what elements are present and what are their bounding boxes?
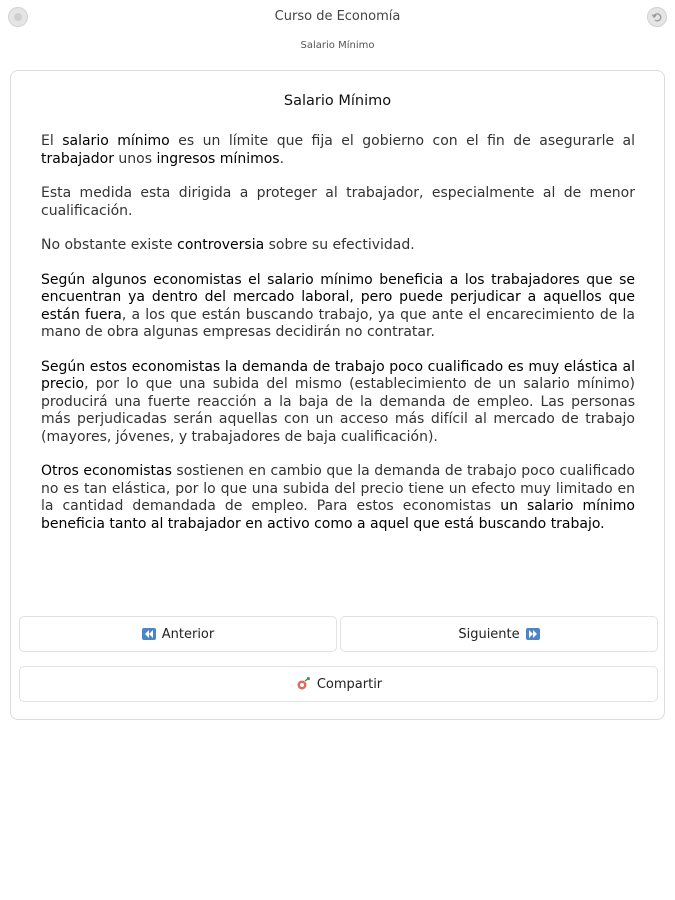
highlighted-text: Según estos economistas la demanda de trabajo poco cualificado es muy elástica al precio xyxy=(41,358,635,392)
next-button[interactable] xyxy=(340,616,658,652)
paragraph-text: El xyxy=(41,133,63,149)
lesson-paragraph xyxy=(41,133,635,168)
lesson-card xyxy=(10,70,665,720)
paragraph-text: , por lo que una subida del mismo (establecimiento de un salario mínimo) producirá una fuerte reacción a la baja de la demanda de empleo. Las personas más perjudicadas serán aquellas con un acceso más difícil al mercado de trabajo (mayores, jóvenes, y trabajadores de baja cualificación). xyxy=(41,376,635,445)
paragraph-text: sostienen en cambio que la demanda de trabajo poco cualificado no es tan elástica, por lo que una subida del precio tiene un efecto muy limitado en la cantidad demandada de empleo. Para estos economistas xyxy=(41,463,635,514)
fast-forward-icon xyxy=(526,628,540,640)
rewind-icon xyxy=(142,628,156,640)
highlighted-text: salario mínimo xyxy=(62,133,170,149)
lesson-content xyxy=(41,133,635,550)
paragraph-text: , a los que están buscando trabajo, ya que ante el encarecimiento de la mano de obra algunas empresas decidirán no contratar. xyxy=(41,306,635,340)
lesson-paragraph xyxy=(41,237,635,255)
highlighted-text: Otros economistas xyxy=(41,463,172,479)
lesson-paragraph xyxy=(41,185,635,220)
app-title: Curso de Economía xyxy=(274,9,401,24)
paragraph-text: unos xyxy=(113,150,157,167)
lesson-paragraph xyxy=(41,463,635,533)
paragraph-text: sobre su efectividad. xyxy=(264,237,415,253)
highlighted-text: controversia xyxy=(177,237,265,253)
lesson-paragraph xyxy=(41,359,635,447)
highlighted-text: ingresos mínimos xyxy=(156,150,280,167)
highlighted-text: Según algunos economistas el salario mínimo beneficia a los trabajadores que se encuentran ya dentro del mercado laboral, pero puede perjudicar a aquellos que están fuera xyxy=(41,271,635,323)
highlighted-text: un salario mínimo beneficia tanto al trabajador en activo como a aquel que está buscando trabajo. xyxy=(41,498,635,532)
next-label: Siguiente xyxy=(458,626,520,642)
lesson-paragraph xyxy=(41,272,635,342)
top-bar xyxy=(0,0,675,62)
back-icon xyxy=(651,8,663,27)
paragraph-text: No obstante existe xyxy=(41,237,178,253)
back-button[interactable] xyxy=(647,7,667,27)
lesson-title: Salario Mínimo xyxy=(283,93,392,109)
share-button[interactable] xyxy=(19,666,658,702)
share-icon xyxy=(295,677,311,691)
previous-button[interactable] xyxy=(19,616,337,652)
previous-label: Anterior xyxy=(161,626,215,642)
app-subtitle: Salario Mínimo xyxy=(300,40,375,51)
paragraph-text: Esta medida esta dirigida a proteger al trabajador, especialmente al de menor cualificación. xyxy=(41,185,635,219)
paragraph-text: es un límite que fija el gobierno con el fin de asegurarle al xyxy=(169,133,636,149)
highlighted-text: trabajador xyxy=(41,150,114,167)
share-label: Compartir xyxy=(316,676,383,692)
paragraph-text: . xyxy=(279,150,285,167)
